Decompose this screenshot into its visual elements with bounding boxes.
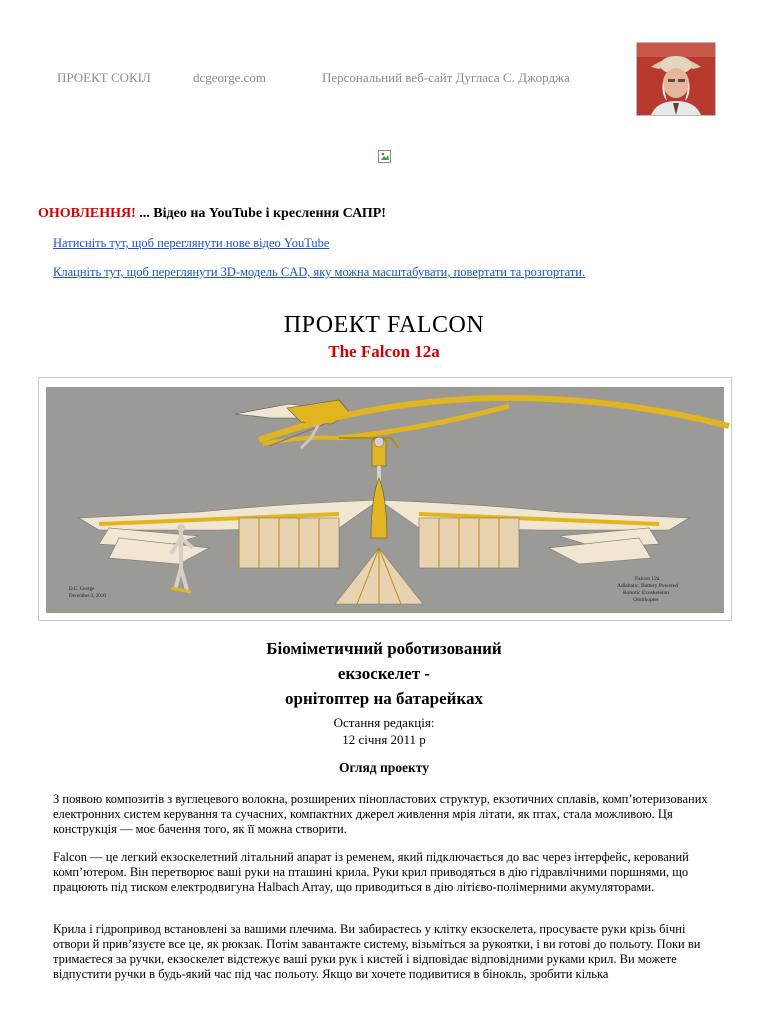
youtube-video-link[interactable]: Натисніть тут, щоб переглянути нове відео YouTube <box>53 236 330 250</box>
paragraph-1: З появою композитів з вуглецевого волокна, розширених пінопластових структур, екзотичних сплавів, комп’ютеризованих електронних систем керування та сучасних, компактних джерел живлення мрія літати, як птах, стала можливою. Ця конструкція — моє бачення того, як її можна створити. <box>53 792 708 836</box>
drawing-signature-2: December 3, 2010 <box>69 594 106 599</box>
cad-model-link[interactable]: Клацніть тут, щоб переглянути 3D-модель CAD, яку можна масштабувати, повертати та розгортати. <box>53 265 586 279</box>
subtitle-line-1: Біоміметичний роботизований <box>266 639 502 658</box>
drawing-caption-4: Ornithopter <box>633 597 659 603</box>
paragraph-2: Falcon — це легкий екзоскелетний літальний апарат із ременем, який підключається до вас через інтерфейс, керований комп’ютером. Він перетворює ваші руки на пташині крила. Руки крил приводяться в дію гідравлічними поршнями, що працюють під тиском електродвигуна Halbach Array, що приводиться в дію літієво-полімерними акумуляторами. <box>53 850 689 894</box>
last-edit-label: Остання редакція: <box>333 715 435 730</box>
update-text: ... Відео на YouTube і креслення САПР! <box>135 206 386 221</box>
drawing-caption-1: Falcon 12a <box>635 576 660 582</box>
overview-heading: Огляд проекту <box>338 760 430 775</box>
last-edit-date: 12 січня 2011 р <box>342 732 426 747</box>
last-edit <box>0 714 768 748</box>
nav-project-link[interactable]: ПРОЕКТ СОКІЛ <box>57 70 151 85</box>
broken-image-icon <box>378 150 392 164</box>
nav-personal-link[interactable]: Персональний веб-сайт Дугласа С. Джорджа <box>322 70 570 85</box>
drawing-caption-2: Adiabatic, Battery Powered <box>617 583 678 589</box>
drawing-signature-1: D.C. George <box>69 587 95 592</box>
update-label: ОНОВЛЕННЯ! <box>38 206 136 221</box>
falcon-drawing <box>38 377 732 621</box>
paragraph-3: Крила і гідропривод встановлені за вашими плечима. Ви забираєтесь у клітку екзоскелета, просуваєте руки крізь бічні отвори й прив’язуєте все це, як рюкзак. Потім завантажте систему, візьміться за рукоятки, і ви готові до польоту. Поки ви тримаєтеся за ручки, екзоскелет відстежує ваші руки рук і кистей і відповідає відповідними руками крил. Ви можете відпустити ручки в будь-який час під час польоту. Якщо ви хочете подивитися в бінокль, зробити кілька <box>53 922 701 981</box>
update-notice <box>38 206 386 222</box>
page-title: ПРОЕКТ FALCON <box>283 312 485 338</box>
project-subtitle <box>0 636 768 711</box>
model-name: The Falcon 12a <box>328 342 440 361</box>
subtitle-line-3: орнітоптер на батарейках <box>285 689 483 708</box>
drawing-caption-3: Robotic Exoskeleton <box>623 590 669 596</box>
subtitle-line-2: екзоскелет - <box>337 664 431 683</box>
nav-site-link[interactable]: dcgeorge.com <box>193 70 267 85</box>
author-portrait <box>636 42 716 116</box>
